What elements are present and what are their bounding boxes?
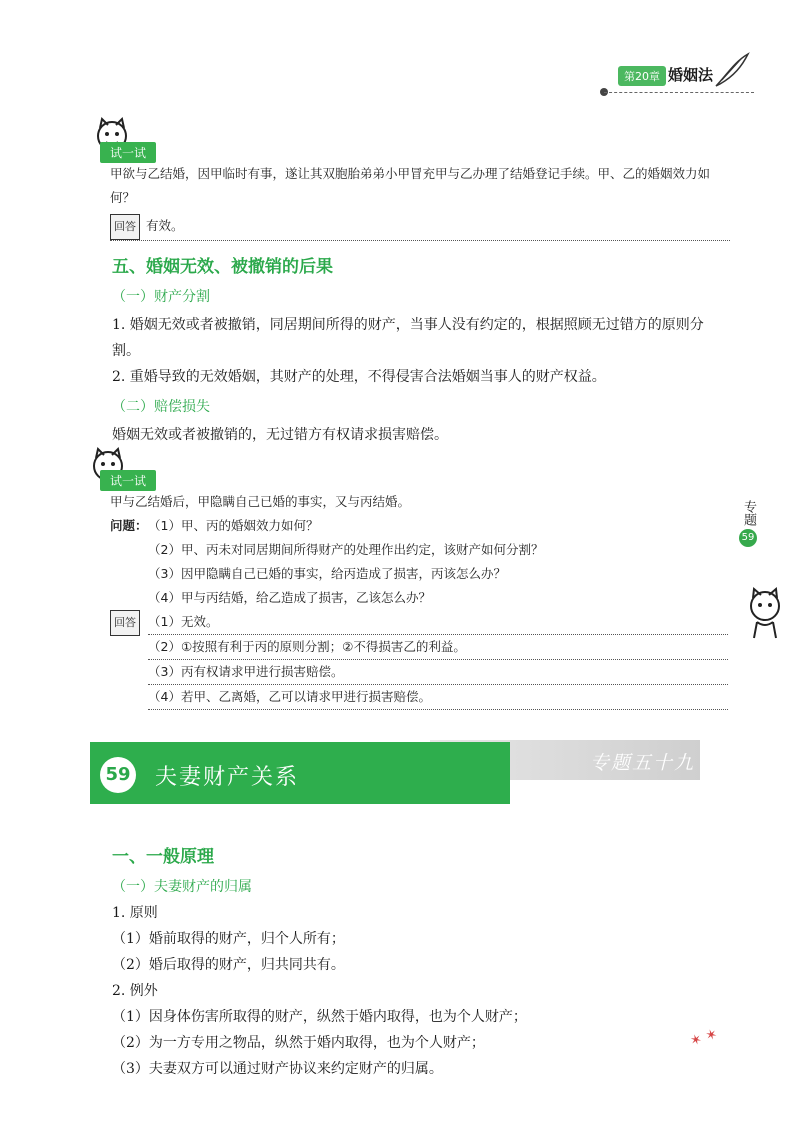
try1-question: 甲欲与乙结婚，因甲临时有事，遂让其双胞胎弟弟小甲冒充甲与乙办理了结婚登记手续。甲、乙的婚姻效力如何？	[110, 166, 711, 205]
try-tag-2: 试一试	[100, 470, 156, 491]
question-item: （1）甲、丙的婚姻效力如何？	[148, 518, 319, 533]
cat-mascot-side-icon	[742, 586, 788, 642]
banner-green-band	[90, 742, 510, 804]
section-heading-5: 五、婚姻无效、被撤销的后果	[112, 257, 333, 277]
list-line: （3）夫妻双方可以通过财产协议来约定财产的归属。	[112, 1061, 443, 1077]
list-line: （2）为一方专用之物品，纵然于婚内取得，也为个人财产；	[112, 1035, 485, 1051]
answer-label: 回答	[110, 214, 140, 240]
try2-scenario: 甲与乙结婚后，甲隐瞒自己已婚的事实，又与丙结婚。	[110, 494, 411, 509]
list-line: 2. 例外	[112, 983, 158, 999]
question-item: （3）因甲隐瞒自己已婚的事实，给丙造成了损害，丙该怎么办？	[148, 566, 506, 581]
paragraph-2: 2. 重婚导致的无效婚姻，其财产的处理，不得侵害合法婚姻当事人的财产权益。	[112, 369, 606, 385]
answer-list	[148, 610, 728, 710]
paragraph-1: 1. 婚姻无效或者被撤销，同居期间所得的财产，当事人没有约定的，根据照顾无过错方的原则分割。	[112, 317, 704, 359]
feather-icon	[712, 50, 752, 90]
question-list	[148, 514, 728, 610]
chapter-title: 婚姻法	[668, 66, 714, 84]
chapter-badge: 第20章	[618, 66, 666, 86]
answer-item: （2）①按照有利于丙的原则分割；②不得损害乙的利益。	[148, 635, 728, 660]
paragraph-3: 婚姻无效或者被撤销的，无过错方有权请求损害赔偿。	[112, 427, 448, 443]
questions-label: 问题：	[110, 518, 148, 533]
answer-label: 回答	[110, 610, 140, 636]
header-rule	[604, 92, 754, 93]
banner-title: 夫妻财产关系	[155, 765, 300, 790]
section-heading-1: 一、一般原理	[112, 847, 214, 867]
list-line: （1）婚前取得的财产，归个人所有；	[112, 931, 345, 947]
ownership-list	[112, 900, 712, 1082]
try2-answer-label-wrap	[110, 610, 146, 636]
subsection-heading-property-division: （一）财产分割	[112, 289, 210, 305]
answer-item: （3）丙有权请求甲进行损害赔偿。	[148, 660, 728, 685]
question-item: （4）甲与丙结婚，给乙造成了损害，乙该怎么办？	[148, 590, 431, 605]
try1-answer: 有效。	[146, 218, 184, 233]
answer-item: （1）无效。	[148, 610, 728, 635]
question-item: （2）甲、丙未对同居期间所得财产的处理作出约定，该财产如何分割？	[148, 542, 544, 557]
subsection-heading-compensation: （二）赔偿损失	[112, 399, 210, 415]
banner-number: 59	[100, 757, 136, 793]
answer-item: （4）若甲、乙离婚，乙可以请求甲进行损害赔偿。	[148, 685, 728, 710]
list-line: （2）婚后取得的财产，归共同共有。	[112, 957, 345, 973]
red-stamp-mark: ✶ ✶	[688, 1026, 720, 1050]
subsection-heading-ownership: （一）夫妻财产的归属	[112, 879, 252, 895]
try1-answer-row	[110, 214, 730, 241]
side-tab	[737, 500, 759, 547]
side-tab-number: 59	[739, 529, 757, 547]
try-tag-1: 试一试	[100, 142, 156, 163]
side-tab-label: 专题	[741, 500, 756, 526]
list-line: 1. 原则	[112, 905, 158, 921]
banner-subtitle: 专题五十九	[590, 752, 696, 774]
list-line: （1）因身体伤害所取得的财产，纵然于婚内取得，也为个人财产；	[112, 1009, 527, 1025]
